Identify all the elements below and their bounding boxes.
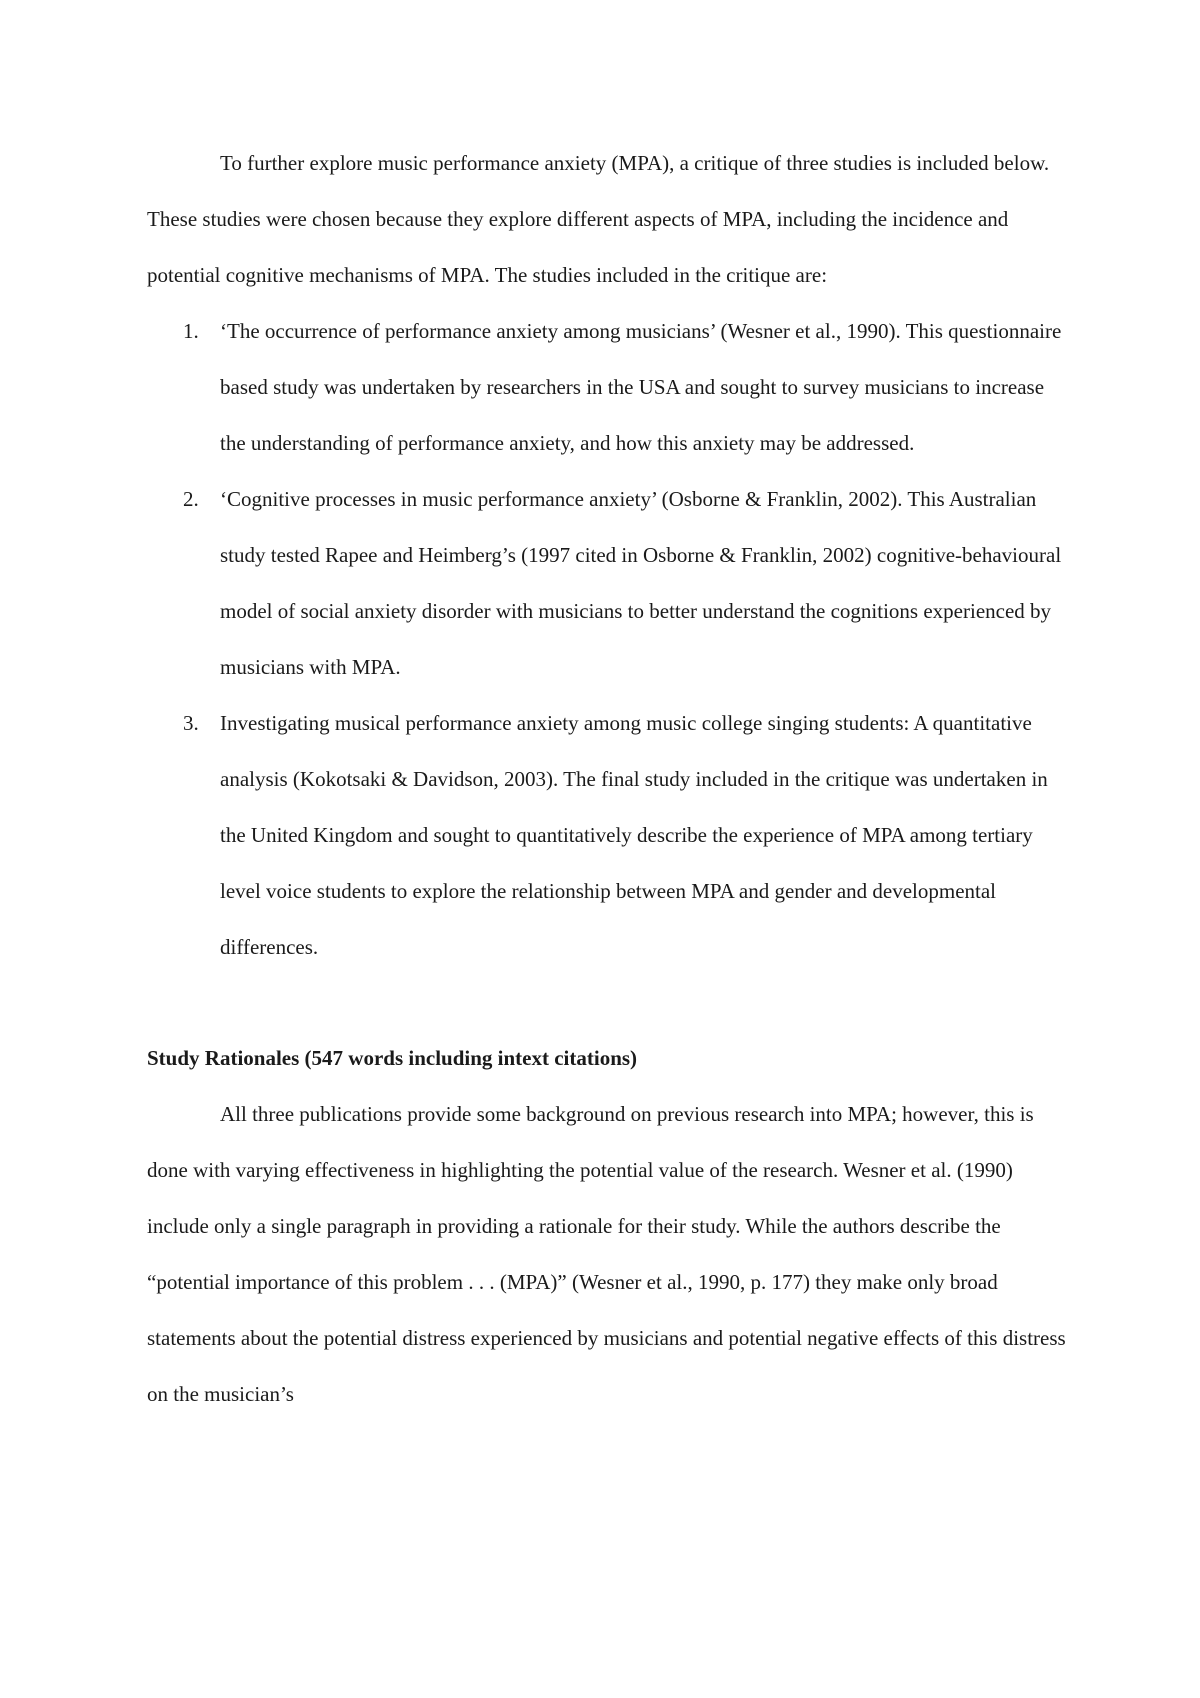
list-item-text: Investigating musical performance anxiety among music college singing students: A quantitative analysis (Kokotsaki & Davidson, 2003). The final study included in the critique was undertaken in the United Kingdom and sought to quantitatively describe the experience of MPA among tertiary level voice students to explore the relationship between MPA and gender and developmental differences.: [220, 711, 1048, 959]
list-item-text: ‘Cognitive processes in music performance anxiety’ (Osborne & Franklin, 2002). This Australian study tested Rapee and Heimberg’s (1997 cited in Osborne & Franklin, 2002) cognitive-behavioural model of social anxiety disorder with musicians to better understand the cognitions experienced by musicians with MPA.: [220, 487, 1062, 679]
list-item-number: 3.: [183, 711, 199, 735]
intro-paragraph: To further explore music performance anxiety (MPA), a critique of three studies is included below. These studies were chosen because they explore different aspects of MPA, including the incidence and potential cognitive mechanisms of MPA. The studies included in the critique are:: [147, 151, 1050, 287]
list-item: [147, 303, 1067, 471]
list-item-number: 2.: [183, 487, 199, 511]
section-heading: Study Rationales (547 words including intext citations): [147, 1046, 638, 1070]
studies-list: [147, 303, 1067, 975]
list-item-number: 1.: [183, 319, 199, 343]
list-item-text: ‘The occurrence of performance anxiety among musicians’ (Wesner et al., 1990). This questionnaire based study was undertaken by researchers in the USA and sought to survey musicians to increase the understanding of performance anxiety, and how this anxiety may be addressed.: [220, 319, 1062, 455]
list-item: [147, 471, 1067, 695]
document-body: [147, 135, 1067, 1422]
list-item: [147, 695, 1067, 975]
section-paragraph: All three publications provide some background on previous research into MPA; however, this is done with varying effectiveness in highlighting the potential value of the research. Wesner et al. (1990) include only a single paragraph in providing a rationale for their study. While the authors describe the “potential importance of this problem . . . (MPA)” (Wesner et al., 1990, p. 177) they make only broad statements about the potential distress experienced by musicians and potential negative effects of this distress on the musician’s: [147, 1102, 1066, 1406]
